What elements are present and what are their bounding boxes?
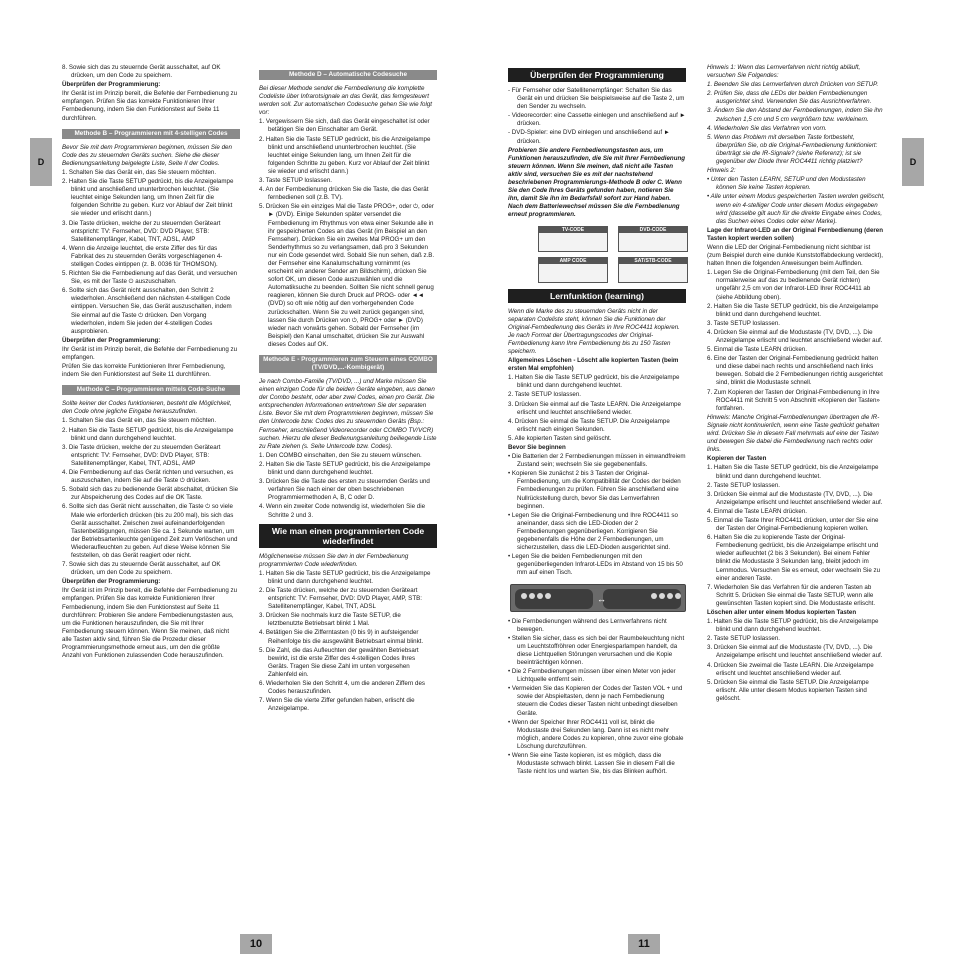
paragraph: 6. Eine der Tasten der Original-Fernbedienung gedrückt halten und diese dabei nach rechts und anschließend nach links bewegen. Sobald die 2 Fernbedienungen richtig ausgerichtet sind, blinkt die Modustaste schnell. xyxy=(707,355,883,387)
paragraph: 4. Drücken Sie einmal die Taste SETUP. Die Anzeigelampe erlischt nach einigen Sekunden. xyxy=(508,417,670,433)
roc4411-remote-image xyxy=(603,589,681,609)
language-tab-right: D xyxy=(902,138,924,186)
page-right xyxy=(477,0,954,954)
paragraph: 3. Taste SETUP loslassen. xyxy=(707,319,781,327)
remote-button-icon xyxy=(659,593,665,599)
paragraph: • Stellen Sie sicher, dass es sich bei der Raumbeleuchtung nicht um Leuchtstoffröhren oder Energiesparlampen handelt, da diese Lichtquellen Störungen verursachen und die Kopie beeinträchtigen können. xyxy=(508,634,685,666)
paragraph: 2. Taste SETUP loslassen. xyxy=(707,635,781,643)
paragraph: 3. Drücken Sie einmal auf die Modustaste (TV, DVD, ...). Die Anzeigelampe erlischt und leuchtet anschließend wieder auf. xyxy=(707,490,883,506)
section-heading: Methode D – Automatische Codesuche xyxy=(259,70,437,80)
paragraph: - DVD-Spieler: eine DVD einlegen und anschließend auf ► drücken. xyxy=(508,129,670,145)
paragraph: 4. Einmal die Taste LEARN drücken. xyxy=(707,507,807,515)
paragraph: Sollte keiner der Codes funktionieren, besteht die Möglichkeit, den Code ohne jegliche Eingabe herauszufinden. xyxy=(62,400,232,416)
paragraph: 2. Halten Sie die Taste SETUP gedrückt, bis die Anzeigelampe blinkt und anschließend ununterbrochen leuchtet. (Sie leuchtet einige Sekunden lang, um Ihnen Zeit für die folgenden Schritte zu geben. Kurz vor Ablauf der Zeit blinkt sie wieder und erlischt dann.) xyxy=(62,178,234,218)
paragraph: Allgemeines Löschen - Löscht alle kopierten Tasten (beim ersten Mal empfohlen) xyxy=(508,357,679,373)
paragraph: Ihr Gerät ist im Prinzip bereit, die Befehle der Fernbedienung zu empfangen. Prüfen Sie das korrekte Funktionieren Ihrer Fernbedienung, indem Sie den Funktionstest auf Seite 11 durchführen. xyxy=(62,90,238,122)
paragraph: - Für Fernseher oder Satellitenempfänger: Schalten Sie das Gerät ein und drücken Sie beispielsweise auf die Taste 2, um den Sender zu wechseln. xyxy=(508,87,685,111)
original-remote-image xyxy=(515,589,593,609)
code-box xyxy=(618,257,688,283)
paragraph: Lage der Infrarot-LED an der Original Fernbedienung (deren Tasten kopiert werden sollen) xyxy=(707,226,884,242)
paragraph: Prüfen Sie das korrekte Funktionieren Ihrer Fernbedienung, indem Sie den Funktionstest auf Seite 11 durchführen. xyxy=(62,363,226,379)
paragraph: 1. Halten Sie die Taste SETUP gedrückt, bis die Anzeigelampe blinkt und dann durchgehend leuchtet. xyxy=(259,569,431,585)
paragraph: 3. Die Taste drücken, welche der zu steuernden Geräteart entspricht: TV: Fernseher, DVD: DVD Player, STB: Satellitenempfänger, Kabel, TNT, ADSL, AMP xyxy=(62,443,221,467)
section-heading: Methode E - Programmieren zum Steuern eines COMBO (TV/DVD,...-Kombigerät) xyxy=(259,355,437,373)
paragraph: • Wenn Sie eine Taste kopieren, ist es möglich, dass die Modustaste schwach blinkt. Lassen Sie in diesem Fall die Taste nicht los und warten Sie, bis das Blinken aufhört. xyxy=(508,752,675,776)
paragraph: 1. Schalten Sie das Gerät ein, das Sie steuern möchten. xyxy=(62,168,217,176)
code-box xyxy=(538,226,608,252)
paragraph: 7. Zum Kopieren der Tasten der Original-Fernbedienung in Ihre ROC4411 mit Schritt 5 von Abschnitt «Kopieren der Tasten» fortfahren. xyxy=(707,388,880,412)
paragraph: 2. Die Taste drücken, welche der zu steuernden Geräteart entspricht: TV: Fernseher, DVD: DVD Player, AMP, STB: Satellitenempfänger, Kabel, TNT, ADSL xyxy=(259,586,422,611)
paragraph: 7. Sowie sich das zu steuernde Gerät ausschaltet, auf OK drücken, um den Code zu speichern. xyxy=(62,561,221,577)
code-box-label: AMP CODE xyxy=(539,258,607,264)
page-number-right: 11 xyxy=(628,934,660,954)
paragraph: 1. Den COMBO einschalten, den Sie zu steuern wünschen. xyxy=(259,451,422,459)
paragraph: 4. Wenn die Anzeige leuchtet, die erste Ziffer des für das Fabrikat des zu steuernden Geräts vorgeschlagenen 4-stelligen Codes eintippen (z. B. 0036 für THOMSON). xyxy=(62,244,223,268)
paragraph: 4. An der Fernbedienung drücken Sie die Taste, die das Gerät fernbedienen soll (z.B. TV). xyxy=(259,186,429,202)
paragraph: 3. Drücken Sie nochmals kurz die Taste SETUP, die letztbenutzte Betriebsart blinkt 1 Mal. xyxy=(259,612,401,628)
paragraph: • Legen Sie die Original-Fernbedienung und Ihre ROC4411 so aneinander, dass sich die LED-Dioden der 2 Fernbedienungen gegenüberliegen. Korrigieren Sie gegebenenfalls die Höhe der 2 Fernbedienungen, um sicherzustellen, dass die LED-Dioden ausgerichtet sind. xyxy=(508,511,678,552)
code-boxes xyxy=(538,226,686,283)
paragraph: 5. Alle kopierten Tasten sind gelöscht. xyxy=(508,434,612,442)
paragraph: 5. Wenn das Problem mit derselben Taste fortbesteht, überprüfen Sie, ob die Original-Fernbedienung funktioniert: überträgt sie die IR-Signale? (siehe Referenz); ist sie gegenüber der Diode Ihrer ROC4411 richtig platziert? xyxy=(707,133,878,166)
paragraph: • Alle unter einem Modus gespeicherten Tasten werden gelöscht, wenn ein 4-stelliger Code unter diesem Modus eingegeben wird (dasselbe gilt auch für die direkte Eingabe eines Codes, das Suchen eines Codes oder einer Marke). xyxy=(707,193,885,225)
paragraph: Probieren Sie andere Fernbedienungstasten aus, um Funktionen herauszufinden, die Sie mit Ihrer Fernbedienung steuern können. Wenn Sie meinen, daß nicht alle Tasten aktiv sind, versuchen Sie es mit der nachstehend beschriebenen Programmierungs-Methode B oder C. Wenn Sie den Code Ihres Geräts gefunden haben, notieren Sie ihn, damit Sie ihn im Bedarfsfall sofort zur Hand haben. Nach dem Batteriewechsel müssen Sie die Fernbedienung erneut programmieren. xyxy=(508,146,686,219)
paragraph: Kopieren der Tasten xyxy=(707,455,767,463)
paragraph: 2. Halten Sie die Taste SETUP gedrückt, bis die Anzeigelampe blinkt und dann durchgehend leuchtet. xyxy=(62,426,234,442)
paragraph: 5. Einmal die Taste Ihrer ROC4411 drücken, unter der Sie eine der Tasten der Original-Fernbedienung kopieren wollen. xyxy=(707,516,879,533)
paragraph: 4. Wiederholen Sie das Verfahren von vorn. xyxy=(707,124,827,132)
code-box-label: DVD-CODE xyxy=(619,227,687,233)
paragraph: 3. Drücken Sie einmal auf die Taste LEARN. Die Anzeigelampe erlischt und leuchtet anschließend wieder. xyxy=(508,400,681,416)
paragraph: 2. Taste SETUP loslassen. xyxy=(508,391,582,399)
paragraph: Ihr Gerät ist im Prinzip bereit, die Befehle der Fernbedienung zu empfangen. Prüfen Sie das korrekte Funktionieren Ihrer Fernbedienung, indem Sie den Funktionstest auf Seite 11 durchführen: Probieren Sie andere Fernbedienungstasten aus, um die Funktionen herauszufinden, die Sie mit Ihrer Fernbedienung steuern können. Wenn Sie meinen, daß nicht alle Tasten aktiv sind, führen Sie die Prozedur dieser Programmierungsmethode erneut aus, um den die größte Anzahl von Funktionen zulassenden Code herauszufinden. xyxy=(62,587,238,660)
section-title: Überprüfen der Programmierung xyxy=(508,68,686,82)
section-title: Wie man einen programmierten Code wiederfindet xyxy=(259,524,437,548)
paragraph: Überprüfen der Programmierung: xyxy=(62,336,161,344)
paragraph: 1. Beenden Sie das Lernverfahren durch Drücken von SETUP. xyxy=(707,81,879,89)
code-box-label: TV-CODE xyxy=(539,227,607,233)
paragraph: 2. Halten Sie die Taste SETUP gedrückt, bis die Anzeigelampe blinkt und dann durchgehend leuchtet. xyxy=(707,302,879,318)
paragraph: 3. Taste SETUP loslassen. xyxy=(259,177,333,185)
remote-button-icon xyxy=(537,593,543,599)
paragraph: 1. Schalten Sie das Gerät ein, das Sie steuern möchten. xyxy=(62,417,217,425)
paragraph: 7. Wiederholen Sie das Verfahren für die anderen Tasten ab Schritt 5. Drücken Sie einmal die Taste SETUP, wenn alle gewünschten Tasten kopiert sind. Die Modustaste erlischt. xyxy=(707,583,876,607)
paragraph: • Die Fernbedienungen während des Lernverfahrens nicht bewegen. xyxy=(508,617,667,633)
remote-button-icon xyxy=(545,593,551,599)
paragraph: • Kopieren Sie zunächst 2 bis 3 Tasten der Original-Fernbedienung, um die Kompatibilität der Codes der beiden Fernbedienungen zu prüfen. Führen Sie anschließend eine Nullrückstellung durch, bevor Sie das Lernverfahren beginnen. xyxy=(508,470,681,510)
paragraph: 3. Drücken Sie die Taste des ersten zu steuernden Geräts und verfahren Sie nach einer der oben beschriebenen Programmiermethoden A, B, C oder D. xyxy=(259,478,430,502)
paragraph: 2. Halten Sie die Taste SETUP gedrückt, bis die Anzeigelampe blinkt und anschließend ununterbrochen leuchtet. (Sie leuchtet einige Sekunden lang, um Ihnen Zeit für die folgenden Schritte zu geben. Kurz vor Ablauf der Zeit blinkt sie wieder und erlischt dann.) xyxy=(259,135,431,175)
paragraph: Bei dieser Methode sendet die Fernbedienung die komplette Codeliste über Infrarotsignale an das Gerät, das ferngesteuert werden soll. Zur automatischen Codesuche gehen Sie wie folgt vor: xyxy=(259,85,433,117)
paragraph: 5. Drücken Sie einmal die Taste SETUP. Die Anzeigelampe erlischt. Alle unter diesem Modus kopierten Tasten sind gelöscht. xyxy=(707,678,869,702)
arrow-icon: ↔ xyxy=(597,593,606,604)
column-3 xyxy=(508,64,686,777)
remotes-illustration xyxy=(510,584,686,612)
paragraph: 2. Taste SETUP loslassen. xyxy=(707,481,781,489)
page-number-left: 10 xyxy=(240,934,272,954)
paragraph: • Unter den Tasten LEARN, SETUP und den Modustasten können Sie keine Tasten kopieren. xyxy=(707,176,866,192)
paragraph: Bevor Sie beginnen xyxy=(508,444,566,451)
paragraph: 2. Prüfen Sie, dass die LEDs der beiden Fernbedienungen ausgerichtet sind. Verwenden Sie das Ausrichtverfahren. xyxy=(707,90,872,106)
paragraph: 6. Sollte sich das Gerät nicht ausschalten, die Taste ⏻ so viele Male wie erforderlich drücken (bis zu 200 mal), bis sich das Gerät ausschaltet. Zwischen zwei aufeinanderfolgenden Tastenbetätigungen, müssen Sie ca. 1 Sekunde warten, um der Betriebsartenleuchte genügend Zeit zum Verlöschen und Wiederaufleuchten zu geben. Auf diese Weise können Sie feststellen, ob das Gerät reagiert oder nicht. xyxy=(62,503,238,559)
language-tab-left: D xyxy=(30,138,52,186)
paragraph: 5. Einmal die Taste LEARN drücken. xyxy=(707,346,807,354)
paragraph: Je nach Combo-Familie (TV/DVD, ...) und Marke müssen Sie einen einzigen Code für die beiden Geräte eingeben, aus denen der Combo besteht, oder aber zwei Codes, einen pro Gerät. Die entsprechenden Informationen entnehmen Sie der separaten Liste. Bevor Sie mit dem Programmieren beginnen, müssen Sie den Untercode bzw. Codes des zu steuernden Geräts (Bsp.: Fernseher, anschließend Videorecorder oder COMBO TV/VCR) suchen. Hierzu die dieser Bedienungsanleitung beiliegende Liste zu Rate ziehen (s. Seite Untercode bzw. Codes). xyxy=(259,378,437,450)
remote-button-icon xyxy=(529,593,535,599)
paragraph: • Die Batterien der 2 Fernbedienungen müssen in einwandfreiem Zustand sein; wechseln Sie sie gegebenenfalls. xyxy=(508,453,686,469)
code-box xyxy=(538,257,608,283)
paragraph: 3. Die Taste drücken, welche der zu steuernden Geräteart entspricht: TV: Fernseher, DVD: DVD Player, STB: Satellitenempfänger, Kabel, TNT, ADSL, AMP xyxy=(62,219,221,243)
paragraph: 5. Richten Sie die Fernbedienung auf das Gerät, und versuchen Sie, es mit der Taste ⏻ auszuschalten. xyxy=(62,270,238,286)
paragraph: Hinweis 1: Wenn das Lernverfahren nicht richtig abläuft, versuchen Sie Folgendes: xyxy=(707,64,861,80)
paragraph: 5. Die Zahl, die das Aufleuchten der gewählten Betriebsart bewirkt, ist die erste Ziffer des 4-stelligen Codes Ihres Geräts. Tragen Sie diese Zahl im unten vorgesehen Zahlenfeld ein. xyxy=(259,646,419,678)
paragraph: Überprüfen der Programmierung: xyxy=(62,578,161,586)
paragraph: • Die 2 Fernbedienungen müssen über einen Meter von jeder Lichtquelle entfernt sein. xyxy=(508,668,676,684)
paragraph: 6. Halten Sie die zu kopierende Taste der Original-Fernbedienung gedrückt, bis die Anzeigelampe erlischt und wieder aufleuchtet (2 bis 3 Sekunden). Bei einem Fehler blinkt die Modustaste 3 Sekunden lang, bleibt jedoch im Lernmodus. Versuchen Sie es erneut, oder wechseln Sie zu einer anderen Taste. xyxy=(707,534,881,582)
section-title: Lernfunktion (learning) xyxy=(508,289,686,303)
paragraph: Hinweis 2: xyxy=(707,167,736,175)
paragraph: 4. Drücken Sie einmal auf die Modustaste (TV, DVD, ...). Die Anzeigelampe erlischt und leuchtet anschließend wieder auf. xyxy=(707,328,883,344)
paragraph: Überprüfen der Programmierung: xyxy=(62,81,161,89)
paragraph: 1. Vergewissern Sie sich, daß das Gerät eingeschaltet ist oder betätigen Sie den Einschalter am Gerät. xyxy=(259,118,430,134)
paragraph: Bevor Sie mit dem Programmieren beginnen, müssen Sie den Code des zu steuernden Geräts suchen. Siehe die dieser Bedienungsanleitung beigelegte Liste, Seite II der Codes. xyxy=(62,143,232,167)
code-box-label: SAT/STB-CODE xyxy=(619,258,687,264)
paragraph: 3. Drücken Sie einmal auf die Modustaste (TV, DVD, ...). Die Anzeigelampe erlischt und leuchtet anschließend wieder auf. xyxy=(707,644,883,660)
column-2 xyxy=(259,64,437,714)
paragraph: Möglicherweise müssen Sie den in der Fernbedienung programmierten Code wiederfinden. xyxy=(259,552,409,568)
paragraph: 5. Drücken Sie ein einziges Mal die Taste PROG+, oder ⏻, oder ► (DVD). Einige Sekunden später versendet die Fernbedienung im Rhythmus von etwa einer Sekunde alle in ihr gespeicherten Codes an das Gerät (im Beispiel an den Fernseher). Drücken Sie ein zweites Mal PROG+ um den Senderhythmus so zu verlangsamen, daß pro 3 Sekunden nur ein Code gesendet wird. Sobald Sie nun sehen, daß z.B. der Fernseher eine Kanalumschaltung vornimmt (es erscheint ein anderer Sender am Bildschirm), drücken Sie sofort OK, um diesen Code auszuwählen und die Automatiksuche zu beenden. Sollten Sie nicht schnell genug reagieren, können Sie durch Druck auf PROG- oder ◄◄ (DVD) so oft wie nötig auf den vorhergehenden Code zurückschalten. Wenn Sie zu weit zurück gegangen sind, lassen Sie durch Drücken von ⏻, PROG+ oder ► (DVD) wieder nach vorwärts gehen. Sobald der Fernseher (im Beispiel) den Kanal umschaltet, drücken Sie zur Auswahl dieses Codes auf OK. xyxy=(259,203,435,348)
paragraph: 1. Halten Sie die Taste SETUP gedrückt, bis die Anzeigelampe blinkt und dann durchgehend leuchtet. xyxy=(707,618,879,634)
paragraph: • Legen Sie die beiden Fernbedienungen mit den gegenüberliegenden Infrarot-LEDs im Abstand von 15 bis 50 mm auf einen Tisch. xyxy=(508,553,683,577)
remote-button-icon xyxy=(651,593,657,599)
paragraph: Wenn die Marke des zu steuernden Geräts nicht in der separaten Codeliste steht, können Sie die Funktionen der Original-Fernbedienung des Geräts in Ihre ROC4411 kopieren. Je nach Format der Übertragungscodes der Original-Fernbedienung kann Ihre Fernbedienung bis zu 150 Tasten speichern. xyxy=(508,307,680,355)
section-heading: Methode C – Programmieren mittels Code-Suche xyxy=(62,385,240,395)
paragraph: Löschen aller unter einem Modus kopierten Tasten xyxy=(707,609,857,616)
code-box xyxy=(618,226,688,252)
paragraph: Hinweis: Manche Original-Fernbedienungen übertragen die IR-Signale nicht kontinuierlich, wenn eine Taste gedrückt gehalten wird. Drücken Sie in diesem Fall mehrmals auf eine der Tasten und bewegen Sie dabei die Fernbedienung nach rechts oder links. xyxy=(707,413,880,454)
remote-button-icon xyxy=(521,593,527,599)
paragraph: 8. Sowie sich das zu steuernde Gerät ausschaltet, auf OK drücken, um den Code zu speichern. xyxy=(62,64,221,80)
paragraph: Wenn die LED der Original-Fernbedienung nicht sichtbar ist (zum Beispiel durch eine dunkle Kunststoffabdeckung verdeckt), halten Ihnen die folgenden Anweisungen beim Auffinden. xyxy=(707,243,883,268)
section-heading: Methode B – Programmieren mit 4-stelligen Codes xyxy=(62,129,240,139)
remote-button-icon xyxy=(667,593,673,599)
paragraph: 4. Die Fernbedienung auf das Gerät richten und versuchen, es auszuschalten, indem Sie auf die Taste ⏻ drücken. xyxy=(62,469,234,485)
column-1 xyxy=(62,64,240,661)
paragraph: 6. Sollte sich das Gerät nicht ausschalten, den Schritt 2 wiederholen. Anschließend den nächsten 4-stelligen Code eintippen. Versuchen Sie, das Gerät auszuschalten, indem Sie einmal auf die Taste ⏻ drücken. Den Vorgang wiederholen, indem Sie jeden der 4-stelligen Codes ausprobieren. xyxy=(62,287,232,335)
paragraph: 1. Legen Sie die Original-Fernbedienung (mit dem Teil, den Sie normalerweise auf das zu bedienende Gerät richten) ungefähr 2,5 cm von der Infrarot-LED Ihrer ROC4411 ab (siehe Abbildung oben). xyxy=(707,269,880,301)
paragraph: - Videorecorder: eine Cassette einlegen und anschließend auf ► drücken. xyxy=(508,112,686,128)
paragraph: 1. Halten Sie die Taste SETUP gedrückt, bis die Anzeigelampe blinkt und dann durchgehend leuchtet. xyxy=(707,464,879,480)
paragraph: • Wenn der Speicher Ihrer ROC4411 voll ist, blinkt die Modustaste drei Sekunden lang. Dann ist es nicht mehr möglich, andere Codes zu kopieren, ohne zuvor eine globale Löschung durchzuführen. xyxy=(508,718,684,750)
paragraph: 4. Wenn ein zweiter Code notwendig ist, wiederholen Sie die Schritte 2 und 3. xyxy=(259,503,426,519)
paragraph: • Vermeiden Sie das Kopieren der Codes der Tasten VOL + und sowie der Abspieltasten, denn je nach Fernbedienung steuern die Codes dieser Tasten nicht unbedingt dieselben Geräte. xyxy=(508,685,683,717)
paragraph: 3. Ändern Sie den Abstand der Fernbedienungen, indem Sie ihn zwischen 1,5 cm und 5 cm vergrößern bzw. verkleinern. xyxy=(707,107,883,123)
paragraph: 2. Halten Sie die Taste SETUP gedrückt, bis die Anzeigelampe blinkt und dann durchgehend leuchtet. xyxy=(259,460,431,477)
remote-button-icon xyxy=(675,593,681,599)
paragraph: 6. Wiederholen Sie den Schritt 4, um die anderen Ziffern des Codes herauszufinden. xyxy=(259,680,426,696)
paragraph: 4. Betätigen Sie die Zifferntasten (0 bis 9) in aufsteigender Reihenfolge bis die ausgewählt Betriebsart einmal blinkt. xyxy=(259,629,424,645)
paragraph: 5. Sobald sich das zu bedienende Gerät abschaltet, drücken Sie zur Abspeicherung des Codes auf die OK Taste. xyxy=(62,486,239,502)
column-4 xyxy=(707,64,885,704)
paragraph: Ihr Gerät ist im Prinzip bereit, die Befehle der Fernbedienung zu empfangen. xyxy=(62,345,238,361)
paragraph: 4. Drücken Sie zweimal die Taste LEARN. Die Anzeigelampe erlischt und leuchtet anschließend wieder auf. xyxy=(707,661,874,677)
paragraph: 7. Wenn Sie die vierte Ziffer gefunden haben, erlischt die Anzeigelampe. xyxy=(259,697,415,713)
paragraph: 1. Halten Sie die Taste SETUP gedrückt, bis die Anzeigelampe blinkt und dann durchgehend leuchtet. xyxy=(508,374,680,390)
